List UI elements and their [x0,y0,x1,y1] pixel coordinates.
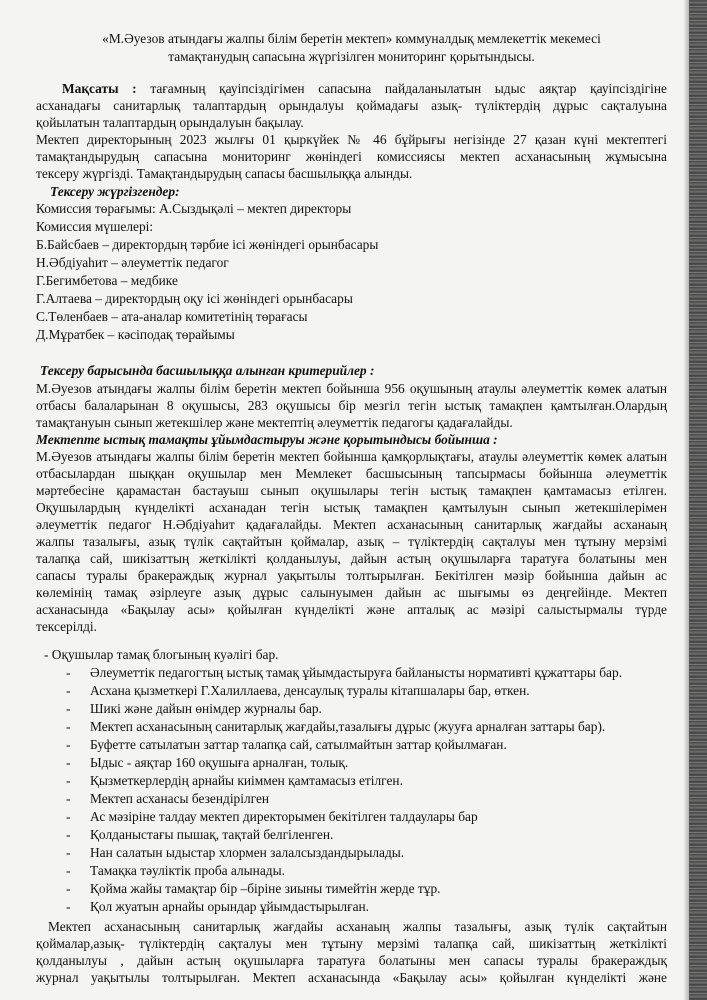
organization-line: мәртебесіне қарамастан бастауыш сынып оқушылары тегін ыстық тамақпен қамтамасыз етілген. [36,483,667,498]
document-title-line-1: «М.Әуезов атындағы жалпы білім беретін мектеп» коммуналдық мемлекеттік мекемесі [102,31,601,46]
organization-line: асханасында «Бақылау асы» қойылған күнделікті және апталық ас мәзірі салыстырмалы түрде [36,602,667,617]
organization-heading: Мектепте ыстық тамақты ұйымдастыруы және қорытындысы бойынша : [36,432,498,447]
organization-line: М.Әуезов атындағы жалпы білім беретін мектеп бойынша қамқорлықтағы, атаулы әлеуметтік көмек алатын [36,449,667,464]
criteria-line-1: М.Әуезов атындағы жалпы білім беретін мектеп бойынша 956 оқушының атаулы әлеуметтік көмек алатын [36,381,667,396]
order-paragraph-line-1: Мектеп директорының 2023 жылғы 01 қыркүйек № 46 бұйрығы негізінде 27 қазан күні мектептегі [36,132,667,147]
checklist-item: Асхана қызметкері Г.Халиллаева, денсаулық туралы кітапшалары бар, өткен. [90,683,530,698]
list-bullet: - [66,881,71,896]
commission-member: Б.Байсбаев – директордың тәрбие ісі жөніндегі орынбасары [36,237,379,252]
purpose-paragraph-line-1 [36,80,667,97]
conclusion-line: Мектеп асханасының санитарлық жағдайы асханаың жалпы тазалығы, азық түлік сақтайтын [48,919,667,934]
commission-member: Г.Бегимбетова – медбике [36,273,178,288]
order-paragraph-line-3: тексеру жүргізді. Тамақтандырудың сапасы басшылыққа алынды. [36,166,413,181]
purpose-text: тағамның қауіпсіздігімен сапасына пайдаланылатын ыдыс аяқтар қауіпсіздігіне [150,81,667,96]
checklist-item: Әлеуметтік педагогтың ыстық тамақ ұйымдастыруға байланысты нормативті құжаттары бар. [90,665,623,680]
scan-edge [689,0,707,1000]
conclusion-line: қолданылуы , дайын астың оқушыларға таратуға болатыны мен сапасы туралы бракераждық [36,953,667,968]
checklist-item: Мектеп асханасы безендірілген [90,791,270,806]
purpose-label: Мақсаты : [62,81,137,96]
commission-members-label: Комиссия мүшелері: [36,219,154,234]
commission-member: С.Төленбаев – ата-аналар комитетінің төрағасы [36,309,308,324]
commission-member: Д.Мұратбек – кәсіподақ төрайымы [36,327,235,342]
list-bullet: - [66,845,71,860]
list-bullet: - [66,791,71,806]
organization-line: отбасылардан шыққан оқушылар мен Мемлекет басшысының тапсырмасы бойынша әлеуметтік [36,466,667,481]
purpose-paragraph-line-2: асханадағы санитарлық талаптардың орындалуы қоймадағы азық- түліктердің дұрыс сақталуына [36,98,667,113]
checklist-item: Ыдыс - аяқтар 160 оқушыға арналған, толық. [90,755,349,770]
list-bullet: - [66,899,71,914]
list-bullet: - [66,683,71,698]
checklist-intro: - Оқушылар тамақ блогының куәлігі бар. [44,647,279,662]
criteria-heading: Тексеру барысында басшылыққа алынған критерийлер : [40,363,375,378]
organization-line: әлеуметтік педагог Н.Әбдіуаһит қадағалайды. Мектеп асханасының санитарлық жағдайы асханаың [36,517,667,532]
criteria-line-3: тамақтануын сынып жетекшілер және мектептің әлеуметтік педагогы қадағалайды. [36,415,513,430]
commission-member: Н.Әбдіуаһит – әлеуметтік педагог [36,255,229,270]
list-bullet: - [66,773,71,788]
organization-line: тексерілді. [36,619,97,634]
checklist-item: Қол жуатын арнайы орындар ұйымдастырылған. [90,899,370,914]
list-bullet: - [66,755,71,770]
organization-line: көлемінің тамақ әзірлеуге азық дұрыс салынуымен дайын ас шығымы өз деңгейінде. Мектеп [36,585,667,600]
checklist-item: Қолданыстағы пышақ, тақтай белгіленген. [90,827,334,842]
checklist-item: Мектеп асханасының санитарлық жағдайы,тазалығы дұрыс (жууға арналған заттары бар). [90,719,606,734]
checklist-item: Ас мәзіріне талдау мектеп директорымен бекітілген талдаулары бар [90,809,478,824]
inspectors-heading: Тексеру жүргізгендер: [50,184,180,199]
organization-line: Оқушылардың күнделікті асханадан тегін ыстық тамақпен қамтылуын сынып жетекшілерімен [36,500,667,515]
checklist-item: Шикі және дайын өнімдер журналы бар. [90,701,322,716]
list-bullet: - [66,737,71,752]
document-title-line-2: тамақтанудың сапасына жүргізілген мониторинг қорытындысы. [168,49,535,64]
organization-line: талапқа сай, шикізаттың жеткілікті қолданылуы, дайын астың оқушыларға таратуға болатыны мен [36,551,667,566]
commission-member: Г.Алтаева – директордың оқу ісі жөніндегі орынбасары [36,291,353,306]
organization-line: жалпы тазалығы, азық түлік сақтайтын қоймалар, азық – түліктердің сақталуы мен тұтыну мерзімі [36,534,667,549]
list-bullet: - [66,665,71,680]
organization-line: сапасы туралы бракераждық журнал уақытылы толтырылған. Бекітілген мәзір бойынша дайын ас [36,568,667,583]
checklist-item: Нан салатын ыдыстар хлормен залалсыздандырылады. [90,845,405,860]
list-bullet: - [66,719,71,734]
checklist-item: Қойма жайы тамақтар бір –біріне зиыны тимейтін жерде тұр. [90,881,441,896]
list-bullet: - [66,809,71,824]
criteria-line-2: отбасы балаларынан 8 оқушысы, 283 оқушысы бір мезгіл тегін ыстық тамақпен қамтылған.Олардың [36,398,667,413]
commission-chair: Комиссия төрағымы: А.Сыздықәлі – мектеп директоры [36,201,352,216]
list-bullet: - [66,863,71,878]
conclusion-line: журнал уақытылы толтырылған. Мектеп асханасында «Бақылау асы» қойылған күнделікті және [36,970,667,985]
checklist-item: Тамақка тәуліктік проба алынады. [90,863,285,878]
checklist-item: Буфетте сатылатын заттар талапқа сай, сатылмайтын заттар қойылмаған. [90,737,507,752]
checklist-item: Қызметкерлердің арнайы киіммен қамтамасыз етілген. [90,773,403,788]
conclusion-line: қоймалар,азық- түліктердің сақталуы мен тұтыну мерзімі талапқа сай, шикізаттың жеткілікті [36,936,667,951]
order-paragraph-line-2: тамақтандырудың сапасына мониторинг жөніндегі комиссиясы мектеп асханасының жұмысына [36,149,667,164]
list-bullet: - [66,827,71,842]
purpose-paragraph-line-3: қойылатын талаптардың орындалуын бақылау. [36,115,304,130]
list-bullet: - [66,701,71,716]
